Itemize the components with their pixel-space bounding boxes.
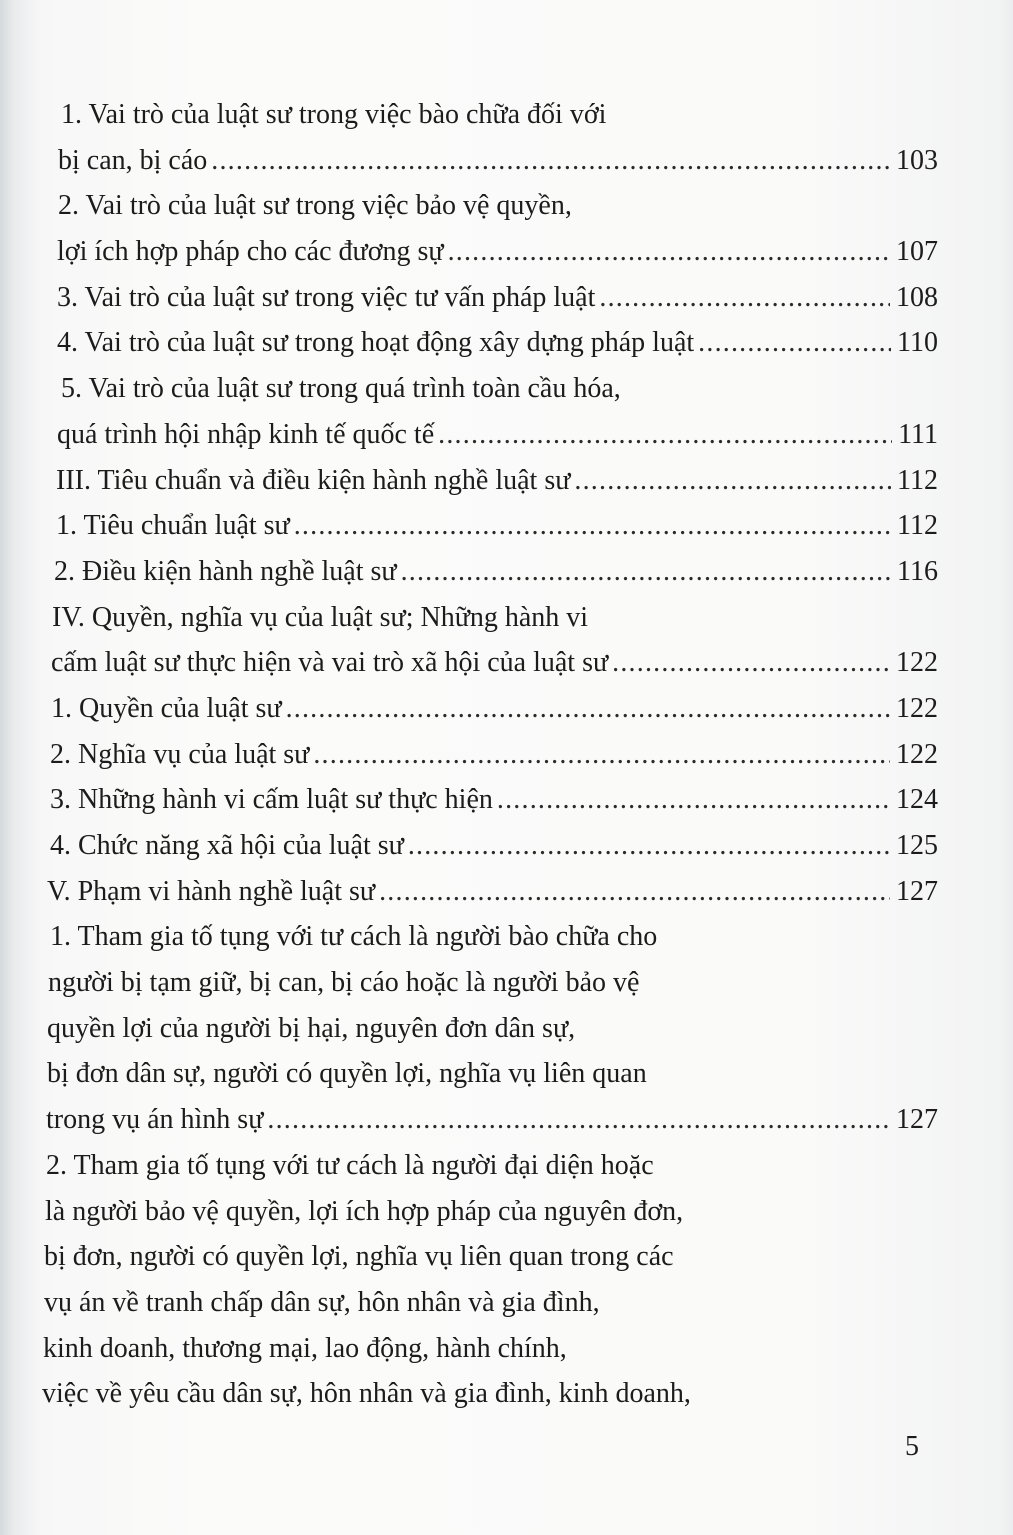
toc-entry <box>0 595 1013 641</box>
toc-entry-title: 4. Chức năng xã hội của luật sư <box>50 830 404 861</box>
toc-entry-content <box>50 914 657 960</box>
toc-entry <box>0 503 1013 549</box>
toc-entry-content <box>45 1189 683 1235</box>
toc-entry <box>0 1097 1013 1143</box>
toc-entry <box>0 914 1013 960</box>
toc-leader-dots <box>408 823 890 869</box>
toc-entry-title: 1. Quyền của luật sư <box>51 692 282 724</box>
toc-leader-dots <box>294 503 891 549</box>
toc-page-number: 122 <box>896 692 938 724</box>
toc-entry-content <box>50 732 938 778</box>
toc-entry-title: 5. Vai trò của luật sư trong quá trình toàn cầu hóa, <box>61 373 621 405</box>
toc-page-number: 125 <box>896 830 938 861</box>
toc-entry-content <box>61 92 606 138</box>
toc-leader-dots <box>448 229 890 275</box>
toc-entry <box>0 1326 1013 1372</box>
toc-entry-content <box>57 229 938 275</box>
toc-entry-content <box>57 275 938 321</box>
toc-entry <box>0 412 1013 458</box>
toc-leader-dots <box>211 138 890 184</box>
toc-entry-content <box>51 640 938 686</box>
toc-entry <box>0 1371 1013 1417</box>
toc-entry <box>0 229 1013 275</box>
table-of-contents <box>0 92 1013 1417</box>
toc-entry-content <box>58 183 572 229</box>
toc-entry-content <box>51 686 938 732</box>
toc-entry <box>0 1143 1013 1189</box>
toc-entry <box>0 138 1013 184</box>
page-number: 5 <box>905 1431 919 1462</box>
toc-leader-dots <box>401 549 891 595</box>
toc-entry-content <box>46 1097 938 1143</box>
toc-entry-title: việc về yêu cầu dân sự, hôn nhân và gia đình, kinh doanh, <box>42 1378 691 1410</box>
toc-entry <box>0 458 1013 504</box>
toc-entry-content <box>57 412 938 458</box>
toc-entry-title: 1. Tiêu chuẩn luật sư <box>56 510 290 542</box>
toc-entry <box>0 1006 1013 1052</box>
toc-page-number: 108 <box>896 281 938 313</box>
toc-entry-title: bị can, bị cáo <box>58 144 208 176</box>
toc-page-number: 111 <box>898 418 938 450</box>
toc-entry <box>0 732 1013 778</box>
toc-entry-title: 3. Những hành vi cấm luật sư thực hiện <box>50 784 493 816</box>
toc-entry-title: vụ án về tranh chấp dân sự, hôn nhân và gia đình, <box>44 1286 600 1318</box>
toc-entry-title: quyền lợi của người bị hại, nguyên đơn dân sự, <box>47 1012 576 1044</box>
toc-entry-title: V. Phạm vi hành nghề luật sư <box>47 875 376 907</box>
toc-entry <box>0 549 1013 595</box>
toc-entry-title: 2. Tham gia tố tụng với tư cách là người đại diện hoặc <box>46 1149 654 1181</box>
toc-entry <box>0 183 1013 229</box>
toc-page-number: 127 <box>896 875 938 907</box>
toc-entry-content <box>50 823 938 869</box>
toc-entry <box>0 686 1013 732</box>
toc-leader-dots <box>497 777 890 823</box>
toc-leader-dots <box>574 458 891 504</box>
toc-leader-dots <box>379 869 890 915</box>
toc-entry-content <box>61 366 621 412</box>
toc-entry <box>0 777 1013 823</box>
toc-leader-dots <box>313 732 890 778</box>
toc-entry-title: III. Tiêu chuẩn và điều kiện hành nghề luật sư <box>56 464 571 496</box>
toc-entry-content <box>56 458 938 504</box>
toc-entry <box>0 960 1013 1006</box>
toc-page-number: 112 <box>897 464 938 496</box>
toc-page-number: 127 <box>896 1104 938 1136</box>
toc-entry <box>0 1280 1013 1326</box>
toc-entry <box>0 1051 1013 1097</box>
toc-entry <box>0 366 1013 412</box>
toc-entry-title: là người bảo vệ quyền, lợi ích hợp pháp của nguyên đơn, <box>45 1195 684 1227</box>
toc-entry-title: 3. Vai trò của luật sư trong việc tư vấn pháp luật <box>57 281 596 313</box>
toc-entry <box>0 1189 1013 1235</box>
toc-entry-content <box>43 1326 567 1372</box>
toc-entry-title: kinh doanh, thương mại, lao động, hành chính, <box>43 1332 567 1364</box>
toc-entry-content <box>58 138 938 184</box>
toc-page-number: 107 <box>896 236 938 268</box>
toc-entry-title: cấm luật sư thực hiện và vai trò xã hội của luật sư <box>51 647 609 679</box>
toc-entry <box>0 275 1013 321</box>
toc-entry-content <box>56 503 938 549</box>
toc-page-number: 110 <box>897 327 938 359</box>
toc-entry-title: bị đơn dân sự, người có quyền lợi, nghĩa vụ liên quan <box>47 1058 647 1090</box>
toc-entry-title: trong vụ án hình sự <box>46 1104 264 1136</box>
toc-page-number: 116 <box>897 555 938 587</box>
toc-entry-content <box>42 1371 691 1417</box>
toc-entry-title: quá trình hội nhập kinh tế quốc tế <box>57 418 435 450</box>
toc-leader-dots <box>612 640 890 686</box>
toc-entry-content <box>50 777 938 823</box>
toc-entry <box>0 320 1013 366</box>
toc-entry-content <box>44 1234 674 1280</box>
toc-entry <box>0 92 1013 138</box>
toc-page-number: 122 <box>896 738 938 770</box>
toc-entry-title: 2. Vai trò của luật sư trong việc bảo vệ quyền, <box>58 190 572 222</box>
toc-entry-title: 1. Vai trò của luật sư trong việc bào chữa đối với <box>61 99 607 130</box>
toc-entry-title: 4. Vai trò của luật sư trong hoạt động xây dựng pháp luật <box>57 327 695 359</box>
toc-leader-dots <box>698 320 891 366</box>
toc-entry <box>0 869 1013 915</box>
toc-entry-title: lợi ích hợp pháp cho các đương sự <box>57 236 444 268</box>
toc-entry-content <box>46 1143 654 1189</box>
toc-leader-dots <box>438 412 892 458</box>
toc-page-number: 124 <box>896 784 938 816</box>
toc-entry-content <box>47 1051 647 1097</box>
toc-entry-content <box>52 595 588 641</box>
toc-entry <box>0 640 1013 686</box>
toc-leader-dots <box>286 686 890 732</box>
toc-entry <box>0 1234 1013 1280</box>
toc-entry-title: 2. Điều kiện hành nghề luật sư <box>54 555 397 587</box>
toc-leader-dots <box>599 275 890 321</box>
toc-entry-title: 2. Nghĩa vụ của luật sư <box>50 738 310 770</box>
toc-entry-content <box>48 960 639 1006</box>
toc-page-number: 122 <box>896 647 938 679</box>
toc-page-number: 103 <box>896 144 938 176</box>
toc-entry-content <box>54 549 938 595</box>
toc-entry-title: người bị tạm giữ, bị can, bị cáo hoặc là người bảo vệ <box>48 967 640 999</box>
toc-leader-dots <box>267 1097 890 1143</box>
toc-entry-content <box>47 869 938 915</box>
toc-entry-content <box>44 1280 600 1326</box>
toc-entry <box>0 823 1013 869</box>
toc-entry-title: IV. Quyền, nghĩa vụ của luật sư; Những hành vi <box>52 601 589 633</box>
toc-entry-title: bị đơn, người có quyền lợi, nghĩa vụ liên quan trong các <box>44 1241 674 1273</box>
toc-entry-content <box>57 320 938 366</box>
toc-page-number: 112 <box>897 510 938 542</box>
toc-entry-title: 1. Tham gia tố tụng với tư cách là người bào chữa cho <box>50 921 658 953</box>
toc-entry-content <box>47 1006 575 1052</box>
